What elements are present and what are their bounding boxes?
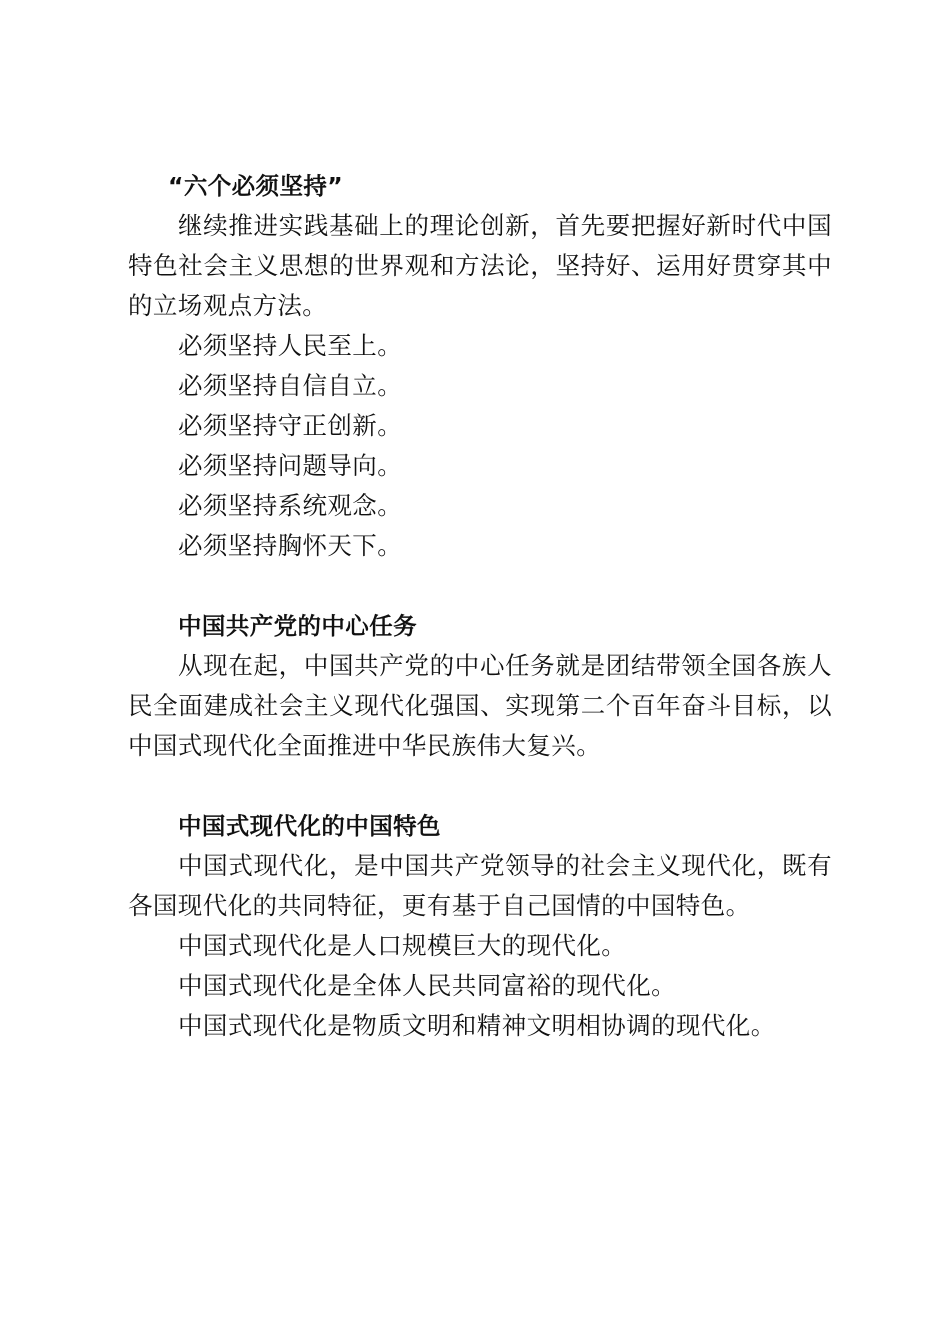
list-item: 必须坚持守正创新。 [178,411,403,440]
list-item: 必须坚持系统观念。 [178,491,403,520]
section-heading: “六个必须坚持” [168,172,344,200]
list-item: 中国式现代化是物质文明和精神文明相协调的现代化。 [178,1011,776,1040]
section-heading: 中国式现代化的中国特色 [178,812,441,840]
section-intro-paragraph: 从现在起，中国共产党的中心任务就是团结带领全国各族人民全面建成社会主义现代化强国、实现第二个百年奋斗目标，以中国式现代化全面推进中华民族伟大复兴。 [128,651,832,760]
document-body [128,166,832,1046]
list-item: 中国式现代化是全体人民共同富裕的现代化。 [178,971,676,1000]
section-heading: 中国共产党的中心任务 [178,612,417,640]
list-item: 必须坚持人民至上。 [178,331,403,360]
list-item: 必须坚持自信自立。 [178,371,403,400]
list-item: 必须坚持胸怀天下。 [178,531,403,560]
section-central-task [128,606,832,766]
section-intro-paragraph: 继续推进实践基础上的理论创新，首先要把握好新时代中国特色社会主义思想的世界观和方法论，坚持好、运用好贯穿其中的立场观点方法。 [128,211,832,320]
section-six-musts [128,166,832,566]
section-chinese-modernization [128,806,832,1046]
list-item: 必须坚持问题导向。 [178,451,403,480]
section-intro-paragraph: 中国式现代化，是中国共产党领导的社会主义现代化，既有各国现代化的共同特征，更有基于自己国情的中国特色。 [128,851,832,920]
list-item: 中国式现代化是人口规模巨大的现代化。 [178,931,627,960]
